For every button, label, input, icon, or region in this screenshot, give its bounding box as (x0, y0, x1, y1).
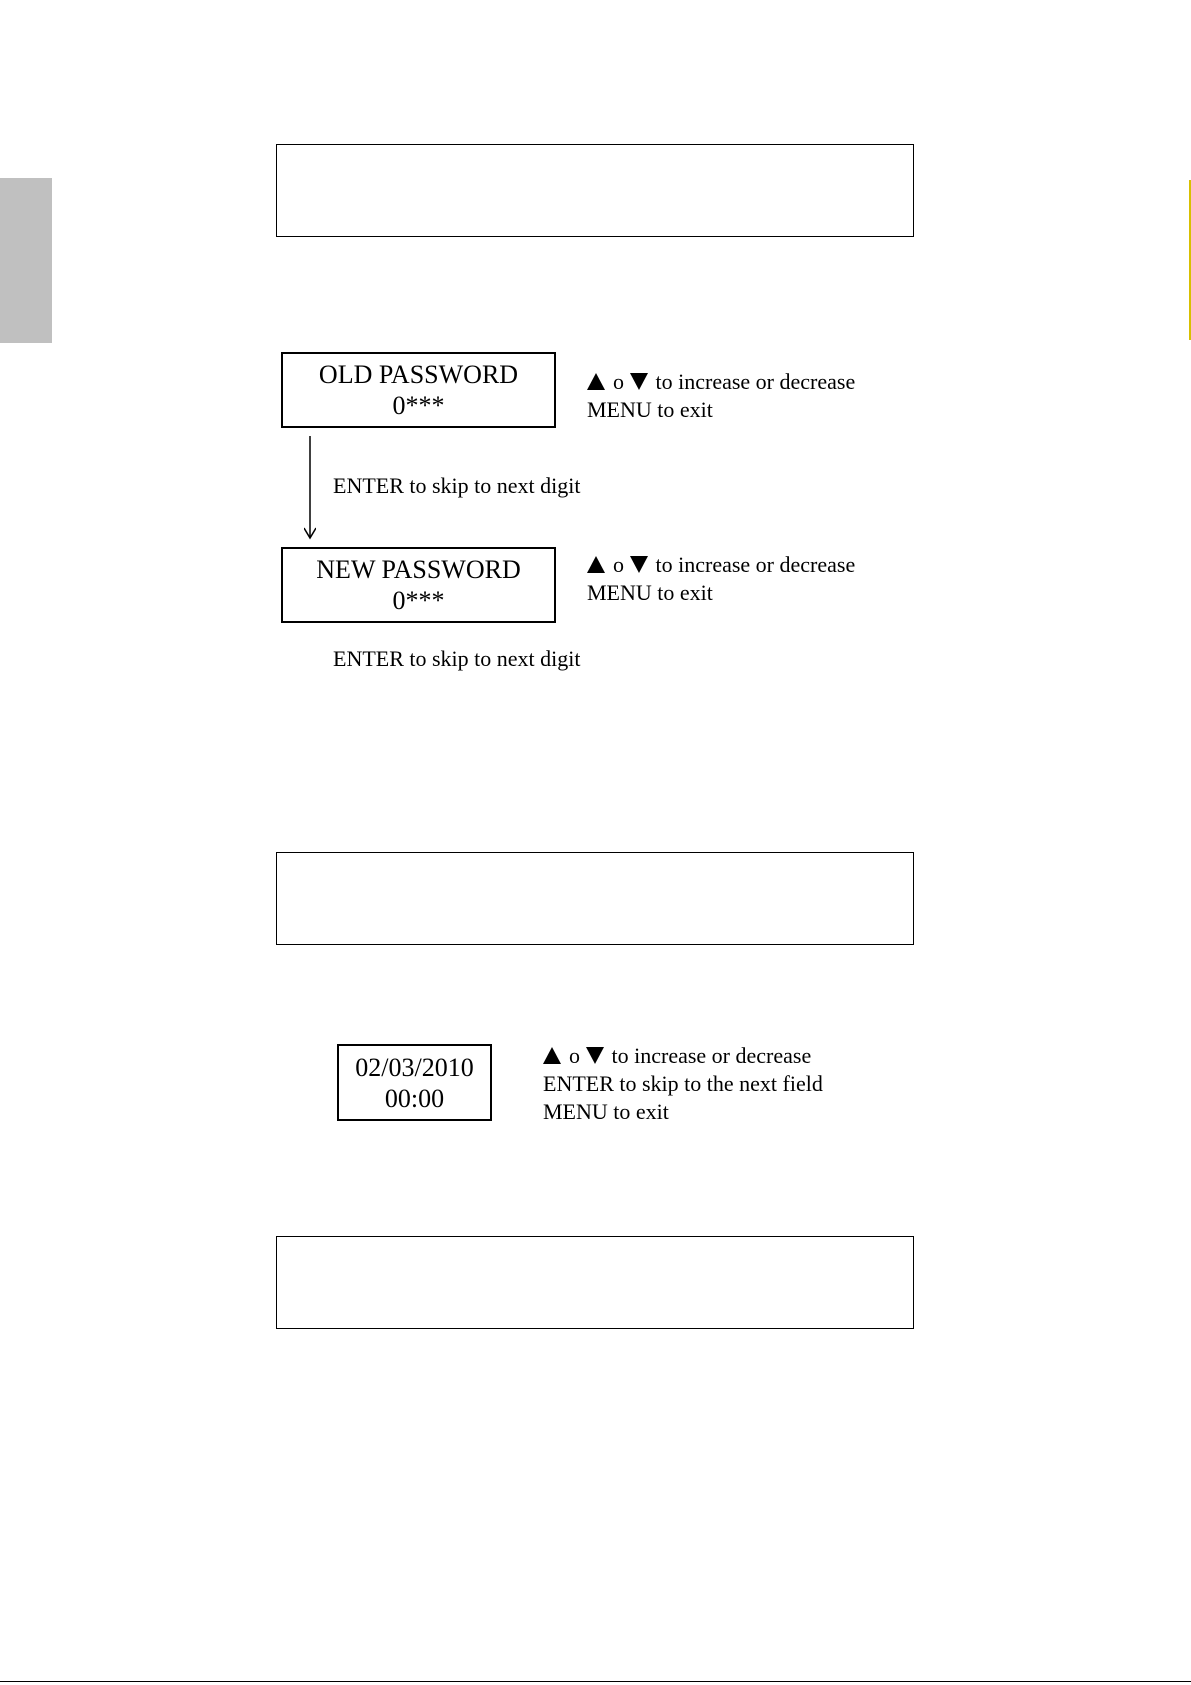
old-password-instructions (587, 368, 855, 424)
skip-field-text: ENTER to skip to the next field (543, 1071, 823, 1096)
section-header-box-2 (276, 852, 914, 945)
down-arrow-icon (304, 436, 316, 540)
page-bottom-rule (0, 1681, 1191, 1682)
new-password-value: 0*** (392, 586, 445, 615)
down-triangle-icon (586, 1047, 604, 1064)
section-header-box-3 (276, 1236, 914, 1329)
time-value: 00:00 (384, 1084, 445, 1113)
exit-text: MENU to exit (587, 580, 713, 605)
down-triangle-icon (630, 556, 648, 573)
old-password-value: 0*** (392, 391, 445, 420)
datetime-display (337, 1044, 492, 1121)
exit-text: MENU to exit (587, 397, 713, 422)
skip-note-2: ENTER to skip to next digit (333, 646, 581, 671)
connector-text: o (569, 1043, 580, 1068)
old-password-display (281, 352, 556, 428)
change-text: to increase or decrease (655, 552, 856, 577)
change-text: to increase or decrease (655, 369, 856, 394)
section-header-box-1 (276, 144, 914, 237)
up-triangle-icon (543, 1047, 561, 1064)
new-password-title: NEW PASSWORD (316, 555, 521, 584)
skip-note-1: ENTER to skip to next digit (333, 473, 581, 498)
exit-text: MENU to exit (543, 1099, 669, 1124)
up-triangle-icon (587, 373, 605, 390)
old-password-title: OLD PASSWORD (318, 360, 519, 389)
change-text: to increase or decrease (611, 1043, 812, 1068)
new-password-display (281, 547, 556, 623)
up-triangle-icon (587, 556, 605, 573)
date-value: 02/03/2010 (355, 1053, 474, 1082)
side-tab-marker (0, 178, 52, 343)
new-password-instructions (587, 551, 855, 607)
datetime-instructions (543, 1042, 823, 1126)
down-triangle-icon (630, 373, 648, 390)
connector-text: o (613, 552, 624, 577)
connector-text: o (613, 369, 624, 394)
